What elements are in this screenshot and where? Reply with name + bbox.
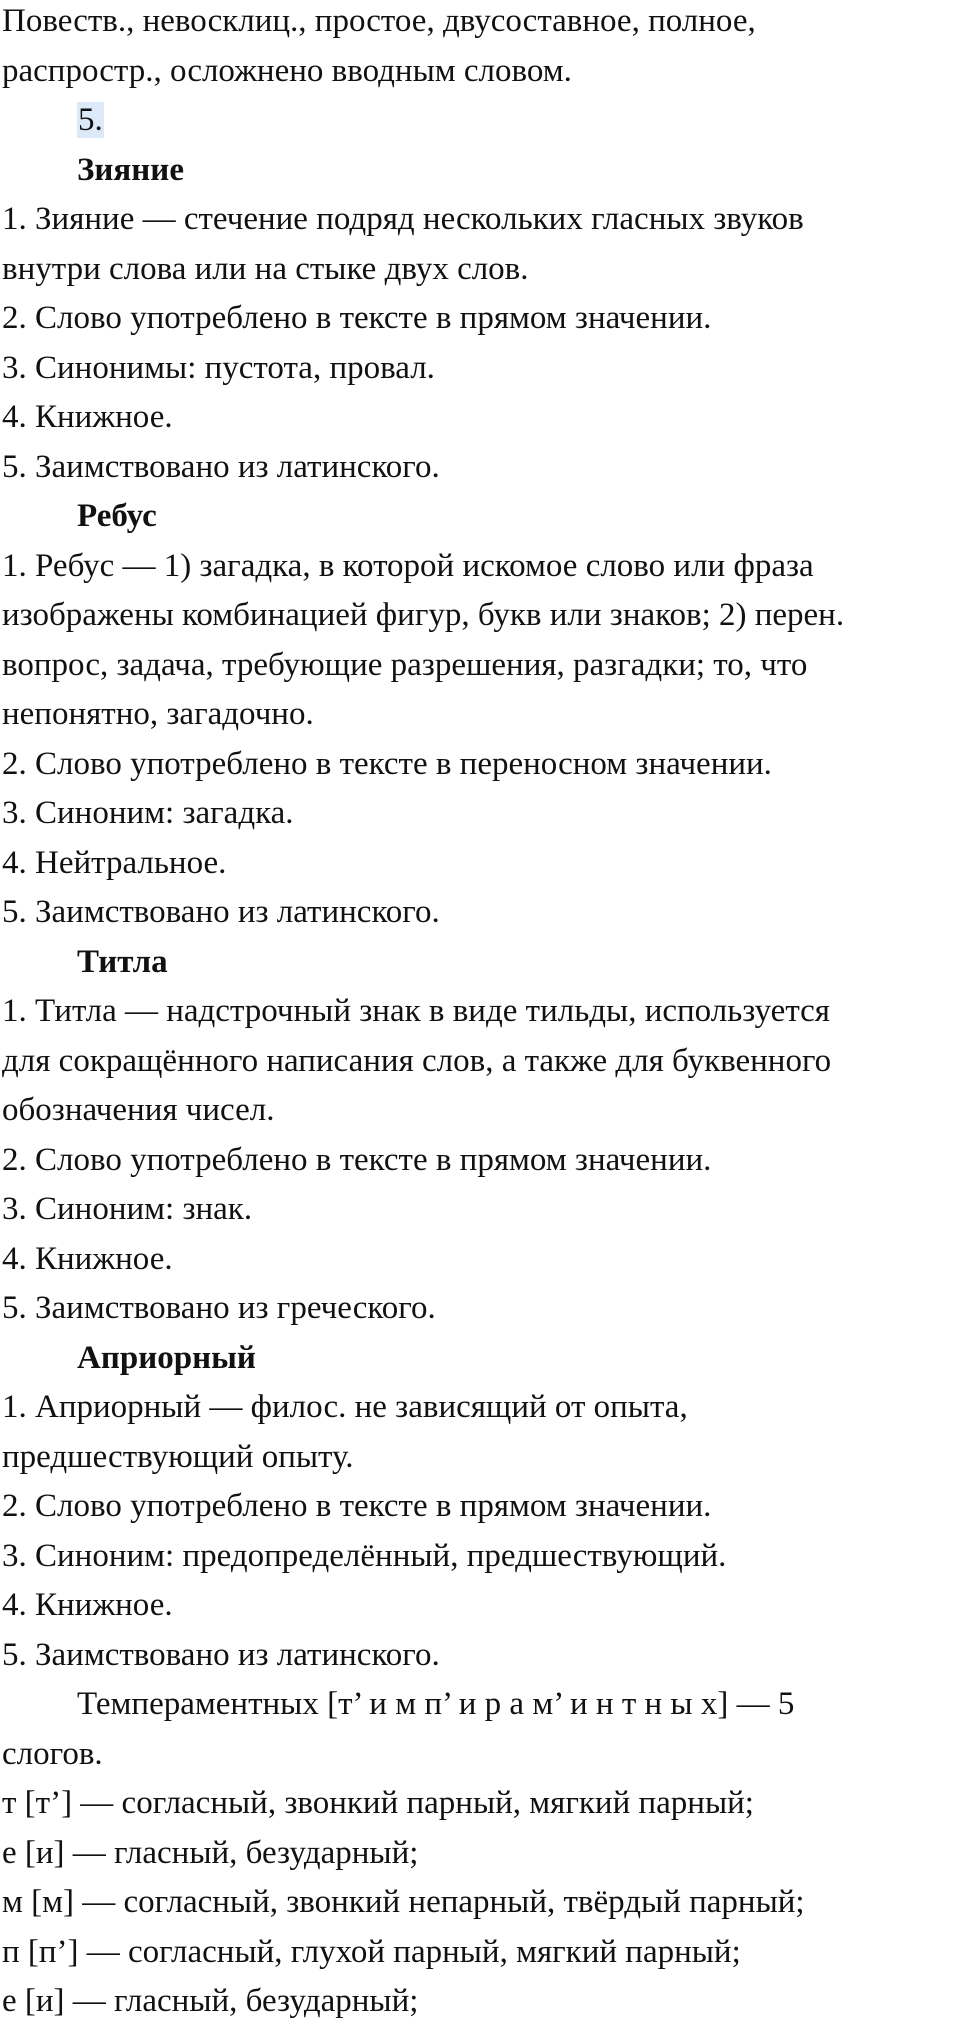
entry-line: 3. Синоним: загадка. [2,795,294,831]
entry-line: непонятно, загадочно. [2,696,314,732]
entry-line: 4. Книжное. [2,399,173,435]
entry-line: предшествующий опыту. [2,1438,354,1475]
phonetics-line: м [м] — согласный, звонкий непарный, твёрдый парный; [2,1884,805,1920]
entry-line: 4. Книжное. [2,1240,173,1277]
phonetics-line: е [и] — гласный, безударный; [2,1834,419,1871]
entry-line: вопрос, задача, требующие разрешения, разгадки; то, что [2,646,808,683]
entry-line: 2. Слово употреблено в тексте в прямом значении. [2,1141,712,1178]
entry-line: 5. Заимствовано из латинского. [2,448,440,485]
phonetics-line: т [т’] — согласный, звонкий парный, мягкий парный; [2,1785,754,1821]
entry-heading: Априорный [77,1339,256,1376]
entry-line: 3. Синонимы: пустота, провал. [2,349,435,386]
entry-line: 4. Нейтральное. [2,844,227,881]
entry-line: 3. Синоним: знак. [2,1191,253,1227]
entry-line: внутри слова или на стыке двух слов. [2,250,529,287]
entry-line: 1. Априорный — филос. не зависящий от опыта, [2,1389,688,1425]
entry-line: 2. Слово употреблено в тексте в переносном значении. [2,745,772,782]
phonetics-header: Темпераментных [т’ и м п’ и р а м’ и н т н ы х] — 5 [77,1686,795,1722]
phonetics-line: п [п’] — согласный, глухой парный, мягкий парный; [2,1933,741,1970]
entry-line: 2. Слово употреблено в тексте в прямом значении. [2,300,712,336]
entry-line: 5. Заимствовано из латинского. [2,1636,440,1673]
entry-line: 2. Слово употреблено в тексте в прямом значении. [2,1488,712,1524]
entry-line: 5. Заимствовано из греческого. [2,1290,436,1326]
entry-heading: Зияние [77,151,184,188]
entry-line: 4. Книжное. [2,1587,173,1623]
entry-line: 1. Титла — надстрочный знак в виде тильды, используется [2,993,830,1029]
entry-heading: Титла [77,943,168,980]
task-number: 5. [78,102,103,138]
entry-line: 3. Синоним: предопределённый, предшествующий. [2,1537,727,1574]
phonetics-header-continuation: слогов. [2,1735,103,1772]
entry-line: 5. Заимствовано из латинского. [2,894,440,930]
entry-line: 1. Ребус — 1) загадка, в которой искомое слово или фраза [2,547,814,584]
entry-heading: Ребус [77,498,157,534]
entry-line: изображены комбинацией фигур, букв или знаков; 2) перен. [2,597,845,633]
task-number-row [2,96,960,146]
entry-line: 1. Зияние — стечение подряд нескольких гласных звуков [2,201,804,237]
phonetics-line: е [и] — гласный, безударный; [2,1983,419,2019]
entry-line: обозначения чисел. [2,1092,275,1128]
intro-line: Повеств., невосклиц., простое, двусоставное, полное, [2,3,756,39]
intro-line: распростр., осложнено вводным словом. [2,52,572,89]
entry-line: для сокращённого написания слов, а также для буквенного [2,1042,832,1079]
